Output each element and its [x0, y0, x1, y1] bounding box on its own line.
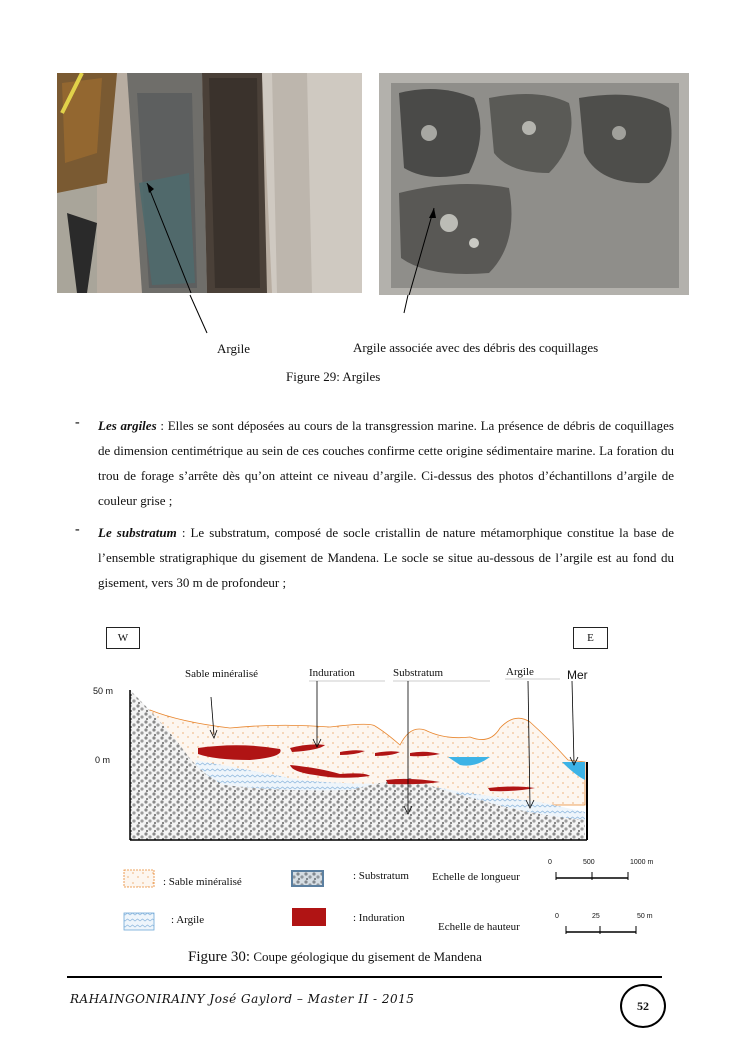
caption-argile: Argile — [217, 341, 250, 356]
length-scale-tick-0: 0 — [548, 859, 552, 866]
legend-label-induration: : Induration — [353, 912, 405, 924]
length-scale-tick-500: 500 — [583, 859, 595, 866]
paragraph-substratum-title: Le substratum — [98, 525, 177, 540]
length-scale-bar — [556, 872, 628, 880]
footer-author: RAHAINGONIRAINY José Gaylord – Master II - 2015 — [70, 992, 415, 1006]
height-scale-tick-50: 50 m — [637, 913, 653, 920]
legend-label-substratum: : Substratum — [353, 870, 409, 882]
label-substratum: Substratum — [393, 667, 444, 679]
label-mer: Mer — [567, 668, 588, 682]
figure-30-label: Figure 30: — [188, 949, 251, 965]
paragraph-argiles-title: Les argiles — [98, 418, 157, 433]
length-scale-tick-1000: 1000 m — [630, 859, 654, 866]
page-number: 52 — [637, 999, 649, 1013]
height-scale-bar — [566, 926, 636, 934]
figure-30-text: Coupe géologique du gisement de Mandena — [250, 949, 482, 964]
paragraph-argiles-text: : Elles se sont déposées au cours de la transgression marine. La présence de débris de coquillages de dimension centimétrique au sein de ces couches confirme cette origine sédimentaire marine. La foration du trou de forage s’arrête dès qu’on atteint ce niveau d’argile. Ci-dessus des photos d’échantillons d’argile de couleur grise ; — [98, 418, 674, 508]
bullet-dash: - — [75, 522, 80, 537]
length-scale-title: Echelle de longueur — [432, 871, 520, 883]
height-scale-title: Echelle de hauteur — [438, 921, 520, 933]
figure-30-title — [188, 948, 482, 966]
west-box: W — [106, 627, 140, 649]
y-tick-50m: 50 m — [93, 686, 114, 696]
label-argile: Argile — [506, 666, 534, 678]
y-tick-0m: 0 m — [95, 755, 111, 765]
height-scale-tick-0: 0 — [555, 913, 559, 920]
legend-label-sable: : Sable minéralisé — [163, 876, 242, 888]
figure-29-title: Figure 29: Argiles — [286, 369, 381, 384]
height-scale-tick-25: 25 — [592, 913, 600, 920]
bullet-dash: - — [75, 415, 80, 430]
label-sable: Sable minéralisé — [185, 668, 259, 680]
paragraph-substratum-text: : Le substratum, composé de socle cristallin de nature métamorphique constitue la base de l’ensemble stratigraphique du gisement de Mandena. Le socle se situe au-dessous de l’argile est au fond du gisement, vers 30 m de profondeur ; — [98, 525, 674, 590]
legend-swatch-sable — [124, 870, 154, 887]
legend-label-argile: : Argile — [171, 914, 205, 926]
label-induration: Induration — [309, 667, 355, 679]
east-box: E — [573, 627, 608, 649]
legend-swatch-argile — [124, 913, 154, 930]
caption-argile-coquillages: Argile associée avec des débris des coquillages — [353, 340, 599, 355]
page-number-badge — [620, 984, 666, 1028]
legend-swatch-induration — [292, 908, 326, 926]
